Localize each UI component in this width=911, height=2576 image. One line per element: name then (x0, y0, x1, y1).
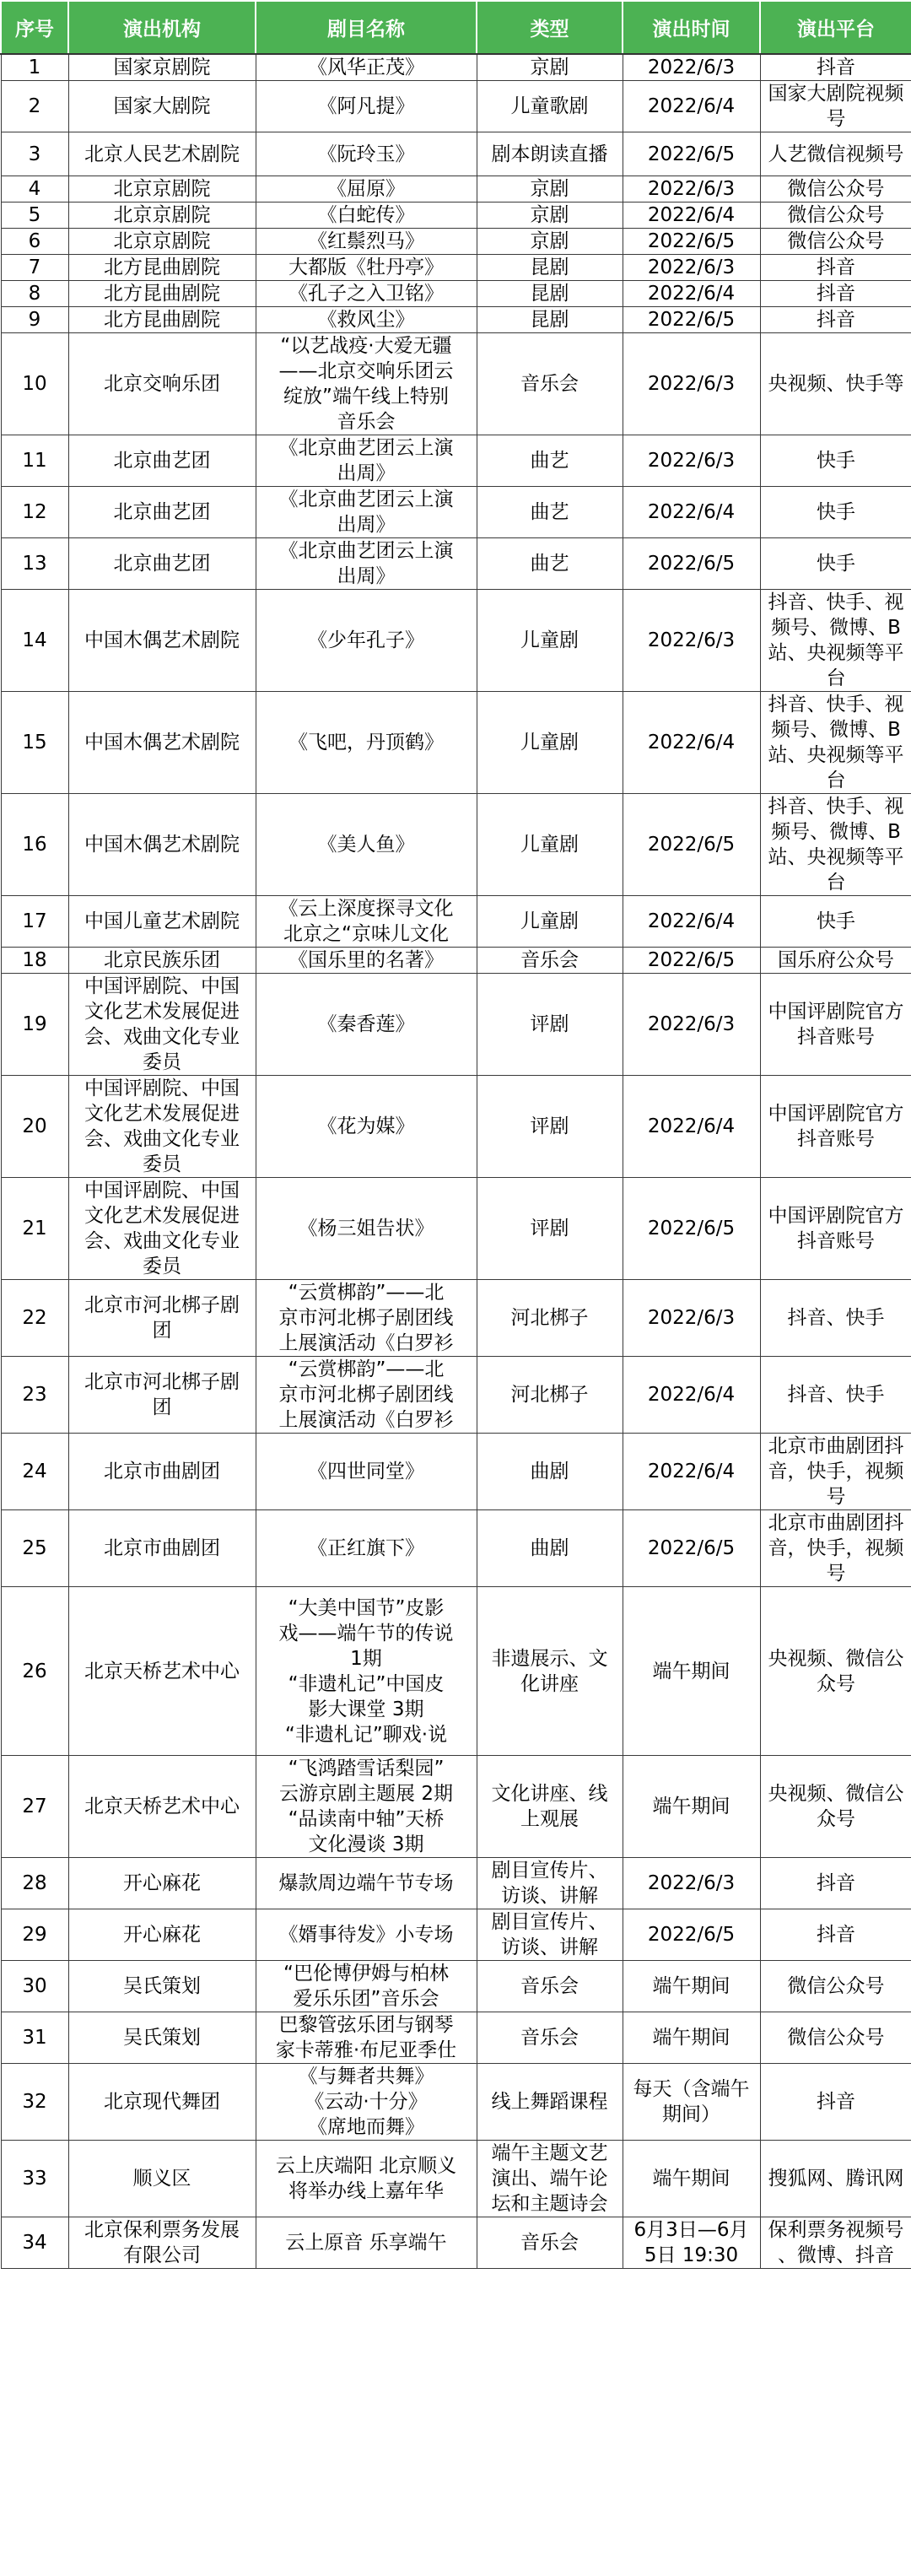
cell-no: 11 (1, 435, 68, 487)
table-body (1, 54, 911, 2269)
table-row (1, 176, 911, 203)
header-platform: 演出平台 (760, 1, 911, 54)
table-row (1, 2064, 911, 2141)
cell-org: 北京曲艺团 (68, 435, 256, 487)
cell-name: 《飞吧，丹顶鹤》 (256, 692, 477, 794)
cell-org: 中国木偶艺术剧院 (68, 794, 256, 896)
cell-platform: 快手 (760, 538, 911, 590)
cell-type: 儿童剧 (477, 590, 623, 692)
cell-no: 18 (1, 948, 68, 974)
cell-org: 北方昆曲剧院 (68, 281, 256, 307)
table-row (1, 794, 911, 896)
cell-time: 2022/6/5 (623, 1178, 760, 1280)
cell-type: 京剧 (477, 54, 623, 81)
cell-platform: 中国评剧院官方 抖音账号 (760, 974, 911, 1076)
table-row (1, 54, 911, 81)
cell-type: 音乐会 (477, 2217, 623, 2269)
cell-platform: 中国评剧院官方 抖音账号 (760, 1076, 911, 1178)
cell-time: 2022/6/5 (623, 229, 760, 255)
cell-time: 端午期间 (623, 1961, 760, 2012)
cell-no: 30 (1, 1961, 68, 2012)
cell-platform: 微信公众号 (760, 176, 911, 203)
cell-name: 《阿凡提》 (256, 81, 477, 132)
cell-platform: 央视频、微信公 众号 (760, 1587, 911, 1756)
cell-no: 28 (1, 1858, 68, 1909)
cell-type: 剧本朗读直播 (477, 132, 623, 176)
cell-no: 33 (1, 2141, 68, 2217)
cell-no: 27 (1, 1756, 68, 1858)
table-row (1, 1280, 911, 1357)
cell-platform: 抖音、快手 (760, 1357, 911, 1434)
cell-type: 河北梆子 (477, 1280, 623, 1357)
cell-time: 2022/6/5 (623, 1510, 760, 1587)
table-row (1, 974, 911, 1076)
table-row (1, 333, 911, 435)
cell-time: 端午期间 (623, 2141, 760, 2217)
cell-name: 大都版《牡丹亭》 (256, 255, 477, 281)
cell-no: 14 (1, 590, 68, 692)
table-row (1, 1587, 911, 1756)
cell-no: 26 (1, 1587, 68, 1756)
cell-no: 13 (1, 538, 68, 590)
cell-time: 2022/6/3 (623, 974, 760, 1076)
cell-time: 2022/6/3 (623, 1280, 760, 1357)
table-row (1, 2141, 911, 2217)
cell-time: 2022/6/3 (623, 1858, 760, 1909)
cell-org: 北京市河北梆子剧 团 (68, 1280, 256, 1357)
cell-time: 2022/6/3 (623, 255, 760, 281)
table-row (1, 896, 911, 948)
cell-platform: 北京市曲剧团抖 音，快手，视频 号 (760, 1510, 911, 1587)
header-type: 类型 (477, 1, 623, 54)
cell-type: 京剧 (477, 229, 623, 255)
cell-name: 云上原音 乐享端午 (256, 2217, 477, 2269)
table-row (1, 307, 911, 333)
header-row (1, 1, 911, 54)
cell-no: 7 (1, 255, 68, 281)
cell-name: “云赏梆韵”——北 京市河北梆子剧团线 上展演活动《白罗衫 (256, 1357, 477, 1434)
cell-org: 中国木偶艺术剧院 (68, 692, 256, 794)
cell-no: 17 (1, 896, 68, 948)
cell-org: 中国儿童艺术剧院 (68, 896, 256, 948)
table-row (1, 255, 911, 281)
cell-org: 北京市河北梆子剧 团 (68, 1357, 256, 1434)
cell-name: 巴黎管弦乐团与钢琴 家卡蒂雅·布尼亚季仕 (256, 2012, 477, 2064)
table-row (1, 948, 911, 974)
cell-time: 2022/6/5 (623, 794, 760, 896)
table-row (1, 281, 911, 307)
cell-org: 北京保利票务发展 有限公司 (68, 2217, 256, 2269)
cell-no: 20 (1, 1076, 68, 1178)
table-row (1, 590, 911, 692)
cell-org: 北京民族乐团 (68, 948, 256, 974)
cell-platform: 央视频、微信公 众号 (760, 1756, 911, 1858)
header-title: 剧目名称 (256, 1, 477, 54)
cell-platform: 人艺微信视频号 (760, 132, 911, 176)
cell-no: 16 (1, 794, 68, 896)
cell-no: 23 (1, 1357, 68, 1434)
cell-name: 《屈原》 (256, 176, 477, 203)
cell-platform: 抖音、快手、视 频号、微博、B 站、央视频等平 台 (760, 590, 911, 692)
cell-type: 儿童剧 (477, 692, 623, 794)
cell-name: 《孔子之入卫铭》 (256, 281, 477, 307)
cell-org: 北京京剧院 (68, 176, 256, 203)
table-row (1, 2012, 911, 2064)
header-no: 序号 (1, 1, 68, 54)
cell-type: 非遗展示、文 化讲座 (477, 1587, 623, 1756)
cell-no: 2 (1, 81, 68, 132)
cell-platform: 中国评剧院官方 抖音账号 (760, 1178, 911, 1280)
cell-platform: 抖音、快手、视 频号、微博、B 站、央视频等平 台 (760, 794, 911, 896)
cell-type: 评剧 (477, 974, 623, 1076)
cell-org: 顺义区 (68, 2141, 256, 2217)
cell-name: “云赏梆韵”——北 京市河北梆子剧团线 上展演活动《白罗衫 (256, 1280, 477, 1357)
table-row (1, 1076, 911, 1178)
cell-type: 京剧 (477, 203, 623, 229)
cell-name: 《阮玲玉》 (256, 132, 477, 176)
cell-time: 2022/6/4 (623, 1434, 760, 1510)
cell-time: 2022/6/5 (623, 538, 760, 590)
cell-name: 《北京曲艺团云上演 出周》 (256, 487, 477, 538)
cell-time: 2022/6/5 (623, 1909, 760, 1961)
cell-type: 京剧 (477, 176, 623, 203)
cell-name: 《美人鱼》 (256, 794, 477, 896)
cell-type: 音乐会 (477, 948, 623, 974)
cell-time: 2022/6/3 (623, 333, 760, 435)
cell-org: 北京曲艺团 (68, 487, 256, 538)
cell-time: 2022/6/4 (623, 487, 760, 538)
cell-no: 1 (1, 54, 68, 81)
cell-org: 北京天桥艺术中心 (68, 1587, 256, 1756)
cell-org: 北京曲艺团 (68, 538, 256, 590)
cell-time: 端午期间 (623, 2012, 760, 2064)
cell-no: 24 (1, 1434, 68, 1510)
table-row (1, 1178, 911, 1280)
table-row (1, 435, 911, 487)
cell-org: 北京现代舞团 (68, 2064, 256, 2141)
cell-no: 5 (1, 203, 68, 229)
cell-type: 儿童剧 (477, 794, 623, 896)
cell-org: 北京交响乐团 (68, 333, 256, 435)
cell-name: “以艺战疫·大爱无疆 ——北京交响乐团云 绽放”端午线上特别 音乐会 (256, 333, 477, 435)
cell-type: 曲艺 (477, 435, 623, 487)
cell-platform: 抖音 (760, 1858, 911, 1909)
cell-no: 19 (1, 974, 68, 1076)
cell-platform: 快手 (760, 435, 911, 487)
cell-type: 剧目宣传片、 访谈、讲解 (477, 1909, 623, 1961)
table-row (1, 1756, 911, 1858)
cell-platform: 微信公众号 (760, 203, 911, 229)
cell-type: 昆剧 (477, 255, 623, 281)
table-row (1, 1961, 911, 2012)
cell-no: 21 (1, 1178, 68, 1280)
cell-org: 北方昆曲剧院 (68, 255, 256, 281)
cell-time: 6月3日—6月 5日 19:30 (623, 2217, 760, 2269)
cell-name: “巴伦博伊姆与柏林 爱乐乐团”音乐会 (256, 1961, 477, 2012)
table-row (1, 1357, 911, 1434)
header-time: 演出时间 (623, 1, 760, 54)
table-row (1, 1510, 911, 1587)
cell-org: 北京天桥艺术中心 (68, 1756, 256, 1858)
cell-platform: 国乐府公众号 (760, 948, 911, 974)
cell-type: 曲艺 (477, 487, 623, 538)
cell-name: 《红鬃烈马》 (256, 229, 477, 255)
cell-org: 北京京剧院 (68, 203, 256, 229)
cell-name: 《风华正茂》 (256, 54, 477, 81)
cell-platform: 抖音、快手 (760, 1280, 911, 1357)
cell-time: 2022/6/4 (623, 203, 760, 229)
cell-no: 31 (1, 2012, 68, 2064)
cell-org: 北京人民艺术剧院 (68, 132, 256, 176)
cell-platform: 抖音 (760, 281, 911, 307)
cell-platform: 快手 (760, 896, 911, 948)
cell-type: 儿童剧 (477, 896, 623, 948)
cell-type: 儿童歌剧 (477, 81, 623, 132)
cell-time: 2022/6/4 (623, 281, 760, 307)
cell-time: 端午期间 (623, 1756, 760, 1858)
header-org: 演出机构 (68, 1, 256, 54)
table-row (1, 132, 911, 176)
cell-no: 22 (1, 1280, 68, 1357)
cell-org: 开心麻花 (68, 1909, 256, 1961)
cell-name: 《北京曲艺团云上演 出周》 (256, 538, 477, 590)
cell-no: 12 (1, 487, 68, 538)
cell-time: 2022/6/3 (623, 176, 760, 203)
cell-type: 河北梆子 (477, 1357, 623, 1434)
cell-org: 中国木偶艺术剧院 (68, 590, 256, 692)
cell-org: 北京市曲剧团 (68, 1510, 256, 1587)
cell-org: 北京京剧院 (68, 229, 256, 255)
cell-time: 端午期间 (623, 1587, 760, 1756)
cell-type: 文化讲座、线 上观展 (477, 1756, 623, 1858)
cell-type: 音乐会 (477, 2012, 623, 2064)
cell-name: 《秦香莲》 (256, 974, 477, 1076)
cell-type: 曲艺 (477, 538, 623, 590)
cell-platform: 抖音 (760, 1909, 911, 1961)
table-row (1, 1434, 911, 1510)
cell-name: 《白蛇传》 (256, 203, 477, 229)
cell-type: 音乐会 (477, 1961, 623, 2012)
cell-no: 15 (1, 692, 68, 794)
cell-platform: 保利票务视频号 、微博、抖音 (760, 2217, 911, 2269)
cell-type: 昆剧 (477, 307, 623, 333)
cell-no: 29 (1, 1909, 68, 1961)
cell-no: 3 (1, 132, 68, 176)
cell-org: 国家大剧院 (68, 81, 256, 132)
cell-name: 《少年孔子》 (256, 590, 477, 692)
cell-platform: 抖音 (760, 307, 911, 333)
cell-name: 《与舞者共舞》 《云动·十分》 《席地而舞》 (256, 2064, 477, 2141)
cell-name: 云上庆端阳 北京顺义 将举办线上嘉年华 (256, 2141, 477, 2217)
cell-name: 《北京曲艺团云上演 出周》 (256, 435, 477, 487)
cell-no: 4 (1, 176, 68, 203)
cell-time: 2022/6/4 (623, 692, 760, 794)
cell-time: 2022/6/4 (623, 896, 760, 948)
cell-name: 《四世同堂》 (256, 1434, 477, 1510)
cell-org: 中国评剧院、中国 文化艺术发展促进 会、戏曲文化专业 委员 (68, 1178, 256, 1280)
cell-type: 剧目宣传片、 访谈、讲解 (477, 1858, 623, 1909)
cell-platform: 微信公众号 (760, 2012, 911, 2064)
cell-no: 32 (1, 2064, 68, 2141)
cell-org: 中国评剧院、中国 文化艺术发展促进 会、戏曲文化专业 委员 (68, 974, 256, 1076)
cell-type: 评剧 (477, 1178, 623, 1280)
cell-no: 6 (1, 229, 68, 255)
cell-platform: 搜狐网、腾讯网 (760, 2141, 911, 2217)
cell-time: 2022/6/5 (623, 307, 760, 333)
cell-type: 曲剧 (477, 1434, 623, 1510)
table-row (1, 692, 911, 794)
cell-time: 2022/6/5 (623, 132, 760, 176)
cell-platform: 抖音、快手、视 频号、微博、B 站、央视频等平 台 (760, 692, 911, 794)
cell-platform: 抖音 (760, 255, 911, 281)
cell-time: 2022/6/4 (623, 81, 760, 132)
cell-platform: 国家大剧院视频 号 (760, 81, 911, 132)
cell-no: 9 (1, 307, 68, 333)
cell-time: 2022/6/3 (623, 590, 760, 692)
table-row (1, 1909, 911, 1961)
cell-platform: 快手 (760, 487, 911, 538)
cell-name: 《花为媒》 (256, 1076, 477, 1178)
cell-name: 《正红旗下》 (256, 1510, 477, 1587)
cell-org: 吴氏策划 (68, 2012, 256, 2064)
cell-platform: 北京市曲剧团抖 音，快手，视频 号 (760, 1434, 911, 1510)
cell-time: 2022/6/3 (623, 435, 760, 487)
cell-time: 每天（含端午 期间） (623, 2064, 760, 2141)
cell-time: 2022/6/3 (623, 54, 760, 81)
table-row (1, 487, 911, 538)
cell-type: 线上舞蹈课程 (477, 2064, 623, 2141)
cell-platform: 微信公众号 (760, 229, 911, 255)
table-row (1, 2217, 911, 2269)
table-row (1, 229, 911, 255)
cell-no: 10 (1, 333, 68, 435)
cell-name: 《杨三姐告状》 (256, 1178, 477, 1280)
cell-name: 《婿事待发》小专场 (256, 1909, 477, 1961)
cell-time: 2022/6/5 (623, 948, 760, 974)
cell-platform: 抖音 (760, 2064, 911, 2141)
cell-platform: 央视频、快手等 (760, 333, 911, 435)
cell-type: 评剧 (477, 1076, 623, 1178)
cell-type: 曲剧 (477, 1510, 623, 1587)
cell-name: 《救风尘》 (256, 307, 477, 333)
cell-name: 《云上深度探寻文化 北京之“京味儿文化 (256, 896, 477, 948)
cell-org: 开心麻花 (68, 1858, 256, 1909)
cell-time: 2022/6/4 (623, 1357, 760, 1434)
cell-name: 爆款周边端午节专场 (256, 1858, 477, 1909)
cell-org: 吴氏策划 (68, 1961, 256, 2012)
table-row (1, 1858, 911, 1909)
cell-platform: 微信公众号 (760, 1961, 911, 2012)
cell-platform: 抖音 (760, 54, 911, 81)
table-row (1, 81, 911, 132)
cell-type: 端午主题文艺 演出、端午论 坛和主题诗会 (477, 2141, 623, 2217)
cell-name: “飞鸿踏雪话梨园” 云游京剧主题展 2期 “品读南中轴”天桥 文化漫谈 3期 (256, 1756, 477, 1858)
cell-name: “大美中国节”皮影 戏——端午节的传说 1期 “非遗札记”中国皮 影大课堂 3期 “非遗札记”聊戏·说 (256, 1587, 477, 1756)
cell-org: 中国评剧院、中国 文化艺术发展促进 会、戏曲文化专业 委员 (68, 1076, 256, 1178)
cell-name: 《国乐里的名著》 (256, 948, 477, 974)
cell-type: 音乐会 (477, 333, 623, 435)
cell-no: 25 (1, 1510, 68, 1587)
cell-no: 8 (1, 281, 68, 307)
table-row (1, 203, 911, 229)
table-row (1, 538, 911, 590)
cell-time: 2022/6/4 (623, 1076, 760, 1178)
cell-no: 34 (1, 2217, 68, 2269)
cell-org: 北京市曲剧团 (68, 1434, 256, 1510)
cell-type: 昆剧 (477, 281, 623, 307)
cell-org: 国家京剧院 (68, 54, 256, 81)
cell-org: 北方昆曲剧院 (68, 307, 256, 333)
